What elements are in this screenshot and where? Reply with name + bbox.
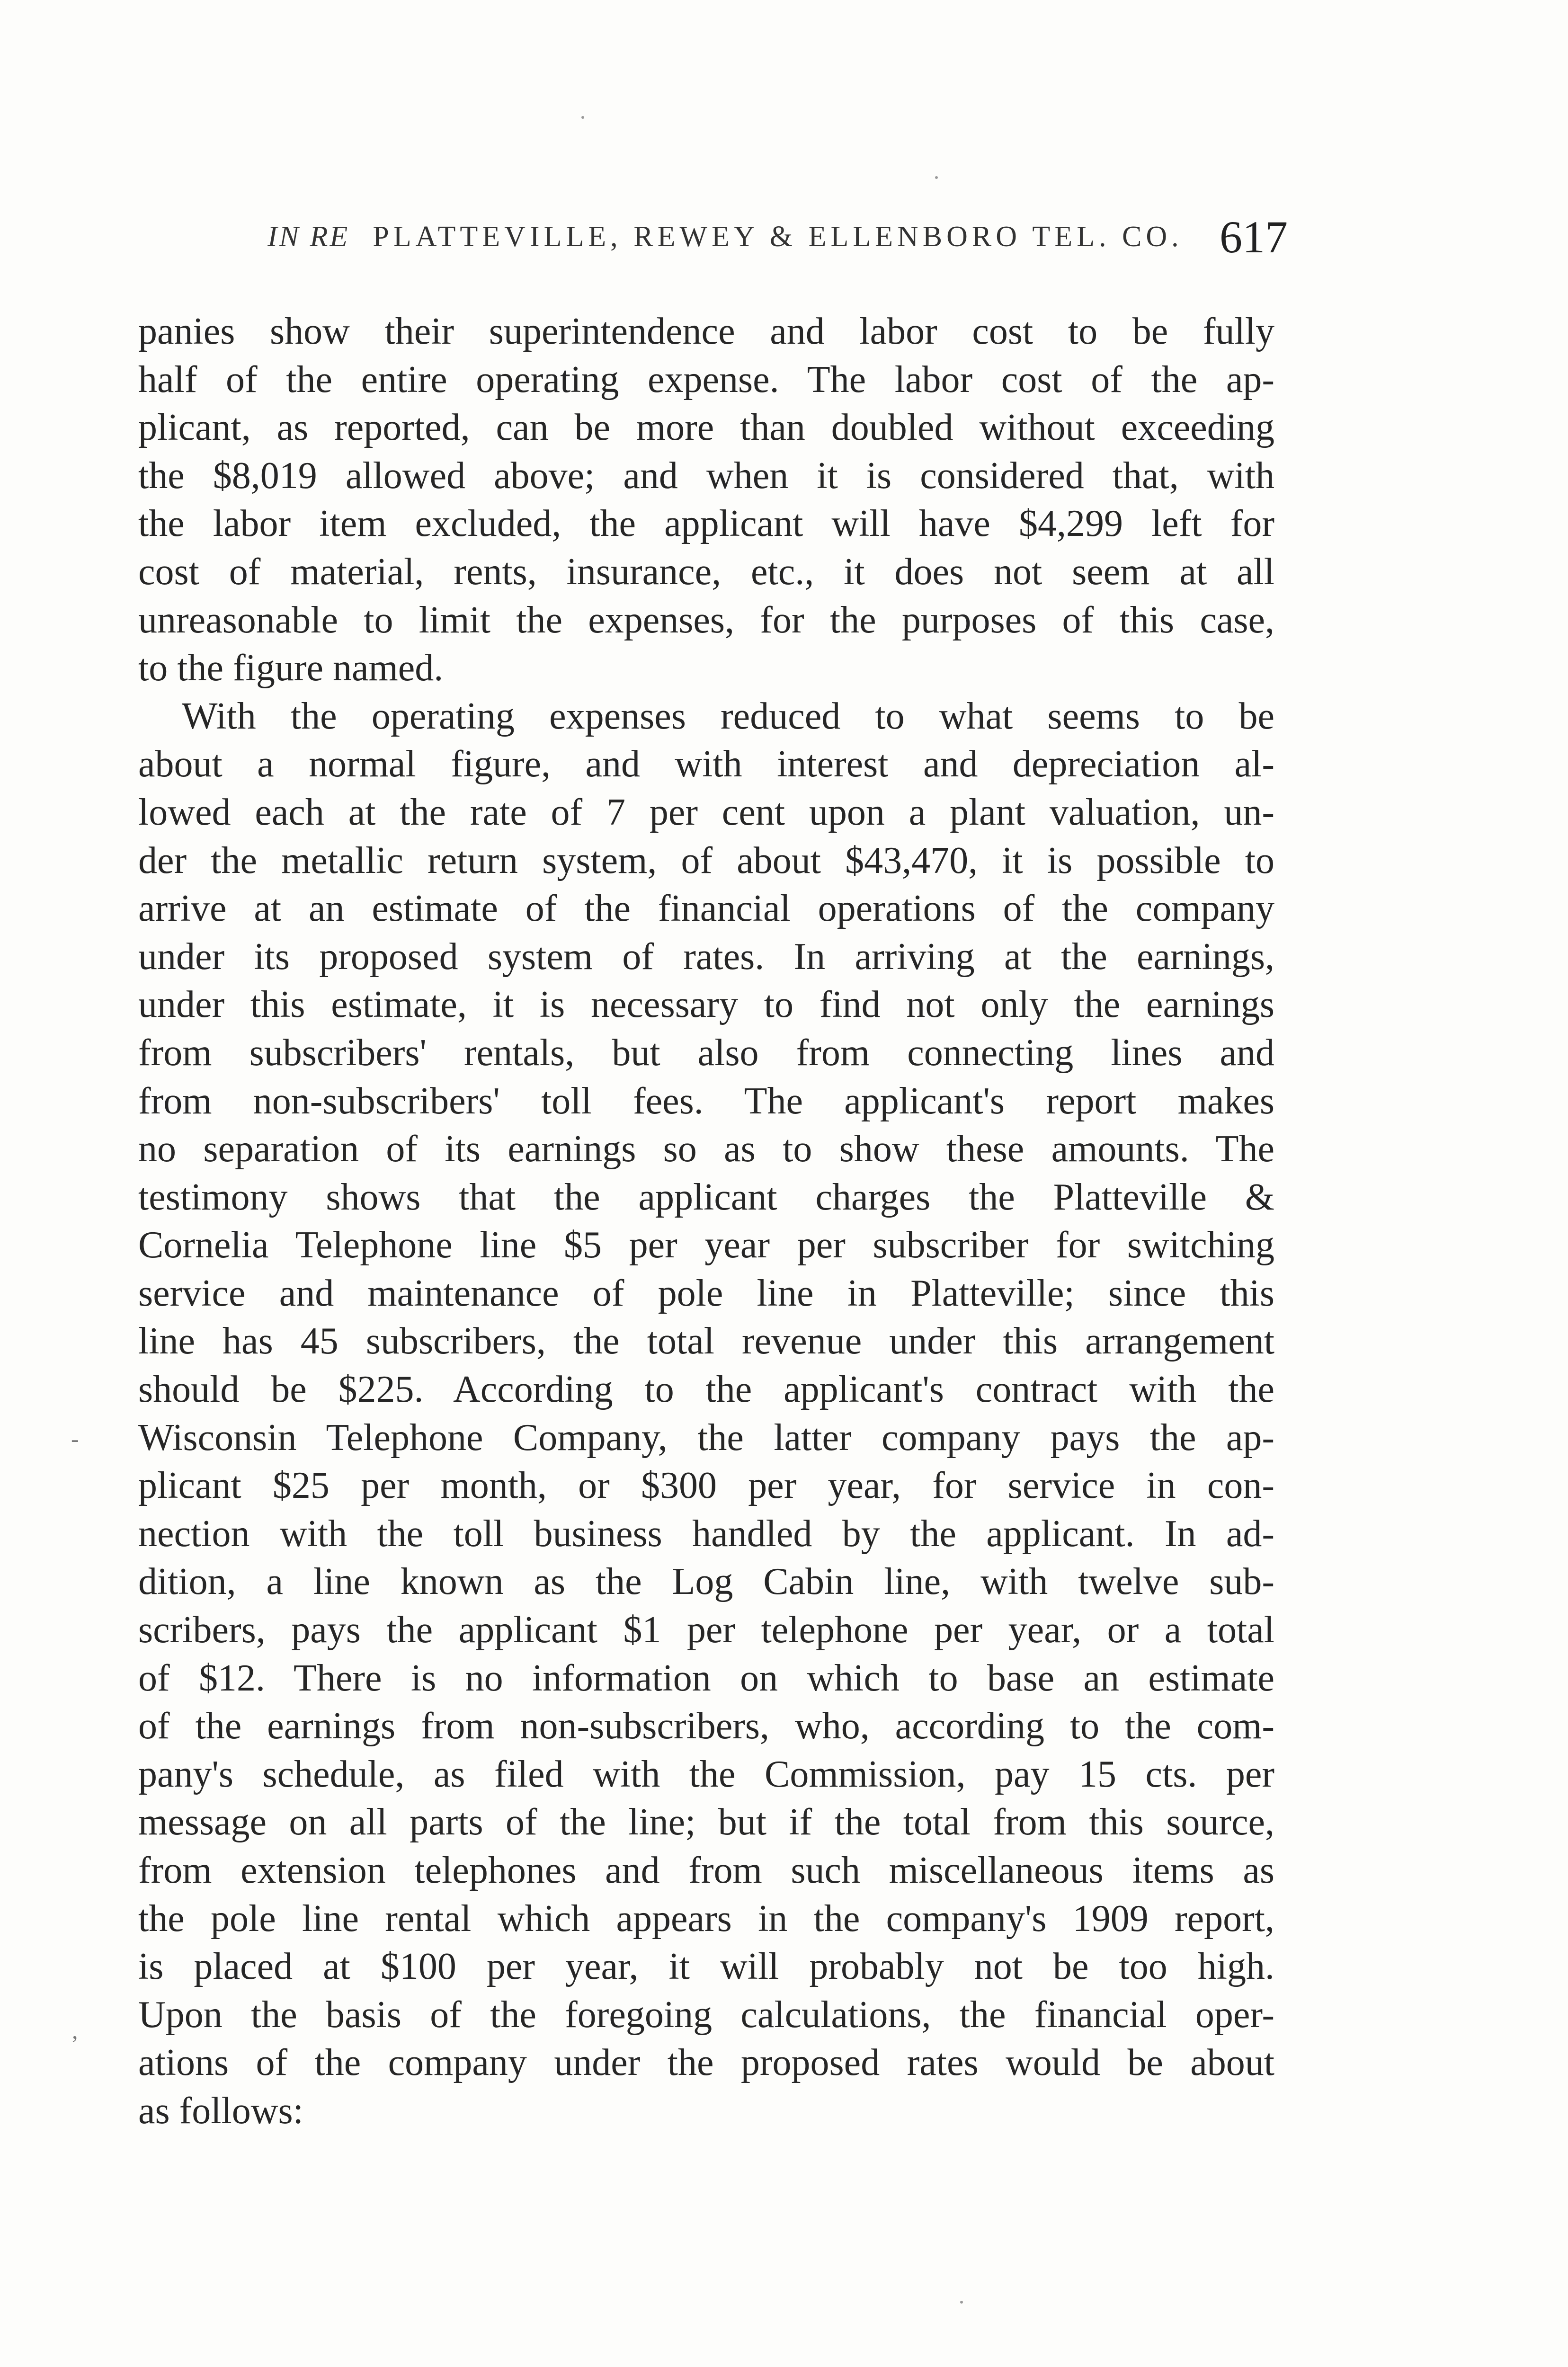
text-line: lowed each at the rate of 7 per cent upon a plant valuation, un-: [138, 791, 1274, 833]
text-line: dition, a line known as the Log Cabin line, with twelve sub-: [138, 1561, 1274, 1603]
text-line: pany's schedule, as filed with the Commission, pay 15 cts. per: [138, 1753, 1274, 1795]
margin-dash-mark: -: [71, 1425, 79, 1452]
text-line: is placed at $100 per year, it will probably not be too high.: [138, 1946, 1274, 1988]
text-line: of the earnings from non-subscribers, who, according to the com-: [138, 1705, 1274, 1747]
page-number: 617: [1220, 212, 1288, 262]
text-line: from non-subscribers' toll fees. The applicant's report makes: [138, 1080, 1274, 1122]
text-line: line has 45 subscribers, the total revenue under this arrangement: [138, 1320, 1274, 1362]
text-line: the pole line rental which appears in the company's 1909 report,: [138, 1897, 1274, 1940]
margin-comma-mark: ,: [72, 2017, 78, 2044]
text-line: der the metallic return system, of about $43,470, it is possible to: [138, 839, 1274, 881]
running-head-italic: IN RE: [267, 221, 350, 253]
text-line: should be $225. According to the applicant's contract with the: [138, 1369, 1274, 1411]
text-line: half of the entire operating expense. The labor cost of the ap-: [138, 358, 1274, 400]
running-head-title: PLATTEVILLE, REWEY & ELLENBORO TEL. CO.: [373, 221, 1183, 253]
running-header: [267, 211, 1288, 272]
text-line: the labor item excluded, the applicant will have $4,299 left for: [138, 503, 1274, 545]
paper-speck: [581, 116, 584, 119]
text-line: arrive at an estimate of the financial operations of the company: [138, 888, 1274, 930]
text-line: panies show their superintendence and labor cost to be fully: [138, 311, 1274, 352]
text-line: to the figure named.: [138, 647, 444, 689]
text-line: from extension telephones and from such miscellaneous items as: [138, 1850, 1274, 1891]
text-line: Upon the basis of the foregoing calculations, the financial oper-: [138, 1993, 1274, 2036]
running-head: [267, 220, 1183, 254]
text-line: Wisconsin Telephone Company, the latter company pays the ap-: [138, 1416, 1274, 1459]
text-line: no separation of its earnings so as to show these amounts. The: [138, 1128, 1274, 1170]
text-line: testimony shows that the applicant charges the Platteville &: [138, 1176, 1274, 1218]
text-line: of $12. There is no information on which to base an estimate: [138, 1657, 1274, 1699]
text-line: ations of the company under the proposed rates would be about: [138, 2042, 1274, 2084]
text-line: under this estimate, it is necessary to find not only the earnings: [138, 984, 1274, 1026]
text-line: Cornelia Telephone line $5 per year per subscriber for switching: [138, 1224, 1274, 1266]
text-line: about a normal figure, and with interest and depreciation al-: [138, 743, 1274, 785]
text-line: from subscribers' rentals, but also from connecting lines and: [138, 1032, 1274, 1074]
paragraph-start-line: With the operating expenses reduced to what seems to be: [182, 695, 1274, 737]
text-line: scribers, pays the applicant $1 per telephone per year, or a total: [138, 1609, 1274, 1651]
text-line: plicant, as reported, can be more than doubled without exceeding: [138, 407, 1274, 449]
text-line: the $8,019 allowed above; and when it is considered that, with: [138, 454, 1274, 497]
body-text: [138, 308, 1274, 2136]
text-line: as follows:: [138, 2090, 303, 2132]
paper-speck: [935, 176, 938, 179]
text-line: nection with the toll business handled by the applicant. In ad-: [138, 1513, 1274, 1555]
text-line: service and maintenance of pole line in Platteville; since this: [138, 1272, 1274, 1314]
text-line: message on all parts of the line; but if the total from this source,: [138, 1801, 1274, 1843]
text-line: plicant $25 per month, or $300 per year, for service in con-: [138, 1465, 1274, 1507]
text-line: under its proposed system of rates. In arriving at the earnings,: [138, 935, 1274, 978]
text-line: unreasonable to limit the expenses, for the purposes of this case,: [138, 599, 1274, 641]
paper-speck: [960, 2301, 963, 2304]
text-line: cost of material, rents, insurance, etc., it does not seem at all: [138, 551, 1274, 593]
